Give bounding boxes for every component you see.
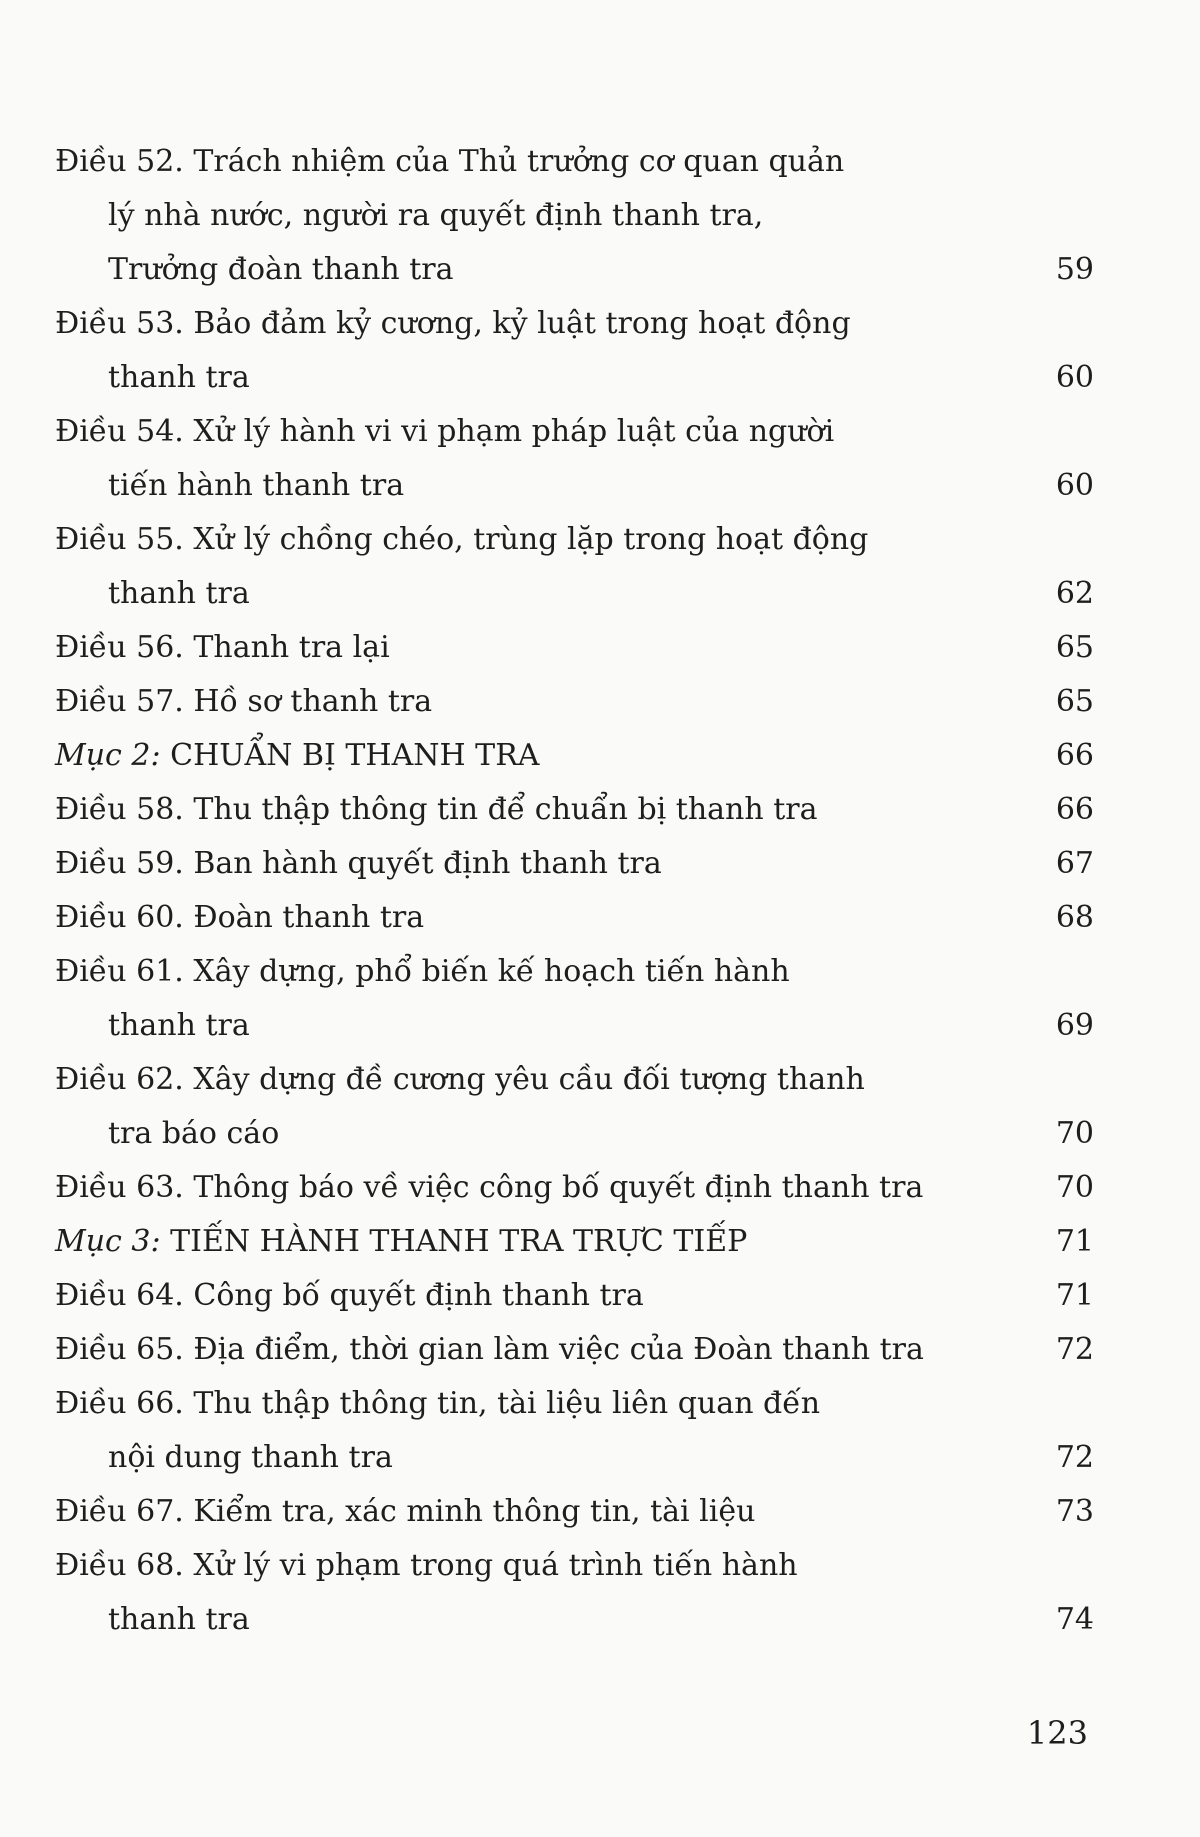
toc-page-number: 62	[1055, 576, 1094, 611]
toc-entry-title: Điều 54. Xử lý hành vi vi phạm pháp luật của người	[55, 414, 835, 449]
toc-entry-title: Điều 58. Thu thập thông tin để chuẩn bị thanh tra	[55, 792, 818, 827]
toc-entry-title: Điều 61. Xây dựng, phổ biến kế hoạch tiến hành	[55, 954, 790, 989]
toc-page-number: 69	[1055, 1008, 1094, 1043]
toc-page-number: 65	[1055, 630, 1094, 665]
toc-entry-title: Điều 53. Bảo đảm kỷ cương, kỷ luật trong hoạt động	[55, 306, 851, 341]
toc-page-number: 66	[1055, 792, 1094, 827]
section-prefix: Mục 2:	[55, 738, 161, 773]
section-label	[55, 1215, 747, 1269]
toc-entry-continuation: thanh tra	[108, 360, 250, 395]
section-label	[55, 729, 539, 783]
toc-page-number: 72	[1055, 1440, 1094, 1475]
toc-page-number: 73	[1055, 1494, 1094, 1529]
toc-entry-title: Điều 66. Thu thập thông tin, tài liệu liên quan đến	[55, 1386, 821, 1421]
toc-entry-continuation: tra báo cáo	[108, 1116, 280, 1151]
toc-page-number: 72	[1055, 1332, 1094, 1367]
section-title: CHUẨN BỊ THANH TRA	[160, 738, 540, 773]
toc-entry-title: Điều 56. Thanh tra lại	[55, 630, 390, 665]
toc-page-number: 74	[1055, 1602, 1094, 1637]
toc-entry-continuation: tiến hành thanh tra	[108, 468, 405, 503]
toc-entry-continuation: nội dung thanh tra	[108, 1440, 393, 1475]
toc-page-number: 71	[1055, 1224, 1094, 1259]
toc-entry-title: Điều 59. Ban hành quyết định thanh tra	[55, 846, 662, 881]
toc-entry-continuation: thanh tra	[108, 1602, 250, 1637]
toc-page-number: 71	[1055, 1278, 1094, 1313]
toc-entry-title: Điều 68. Xử lý vi phạm trong quá trình tiến hành	[55, 1548, 798, 1583]
toc-entry-title: Điều 55. Xử lý chồng chéo, trùng lặp trong hoạt động	[55, 522, 869, 557]
toc-page-number: 66	[1055, 738, 1094, 773]
toc-entry-title: Điều 64. Công bố quyết định thanh tra	[55, 1278, 644, 1313]
toc-page-number: 65	[1055, 684, 1094, 719]
toc-entry-title: Điều 60. Đoàn thanh tra	[55, 900, 425, 935]
toc-entry-continuation: Trưởng đoàn thanh tra	[108, 252, 454, 287]
toc-entry-title: Điều 57. Hồ sơ thanh tra	[55, 684, 433, 719]
toc-page-number: 70	[1055, 1170, 1094, 1205]
toc-entry-title: Điều 67. Kiểm tra, xác minh thông tin, tài liệu	[55, 1494, 756, 1529]
toc-page-number: 59	[1055, 252, 1094, 287]
toc-page-number: 60	[1055, 468, 1094, 503]
toc-entry-continuation: lý nhà nước, người ra quyết định thanh tra,	[108, 198, 764, 233]
toc-entry-title: Điều 65. Địa điểm, thời gian làm việc của Đoàn thanh tra	[55, 1332, 924, 1367]
toc-page-number: 68	[1055, 900, 1094, 935]
toc-page-number: 60	[1055, 360, 1094, 395]
section-prefix: Mục 3:	[55, 1224, 161, 1259]
toc-entry-title: Điều 52. Trách nhiệm của Thủ trưởng cơ quan quản	[55, 144, 845, 179]
toc-entry-continuation: thanh tra	[108, 576, 250, 611]
toc-page-number: 70	[1055, 1116, 1094, 1151]
toc-entry-title: Điều 63. Thông báo về việc công bố quyết định thanh tra	[55, 1170, 924, 1205]
section-title: TIẾN HÀNH THANH TRA TRỰC TIẾP	[160, 1224, 748, 1259]
toc-entry-continuation: thanh tra	[108, 1008, 250, 1043]
toc-page-number: 67	[1055, 846, 1094, 881]
toc-entry-title: Điều 62. Xây dựng đề cương yêu cầu đối tượng thanh	[55, 1062, 865, 1097]
page-number: 123	[1026, 1714, 1088, 1752]
